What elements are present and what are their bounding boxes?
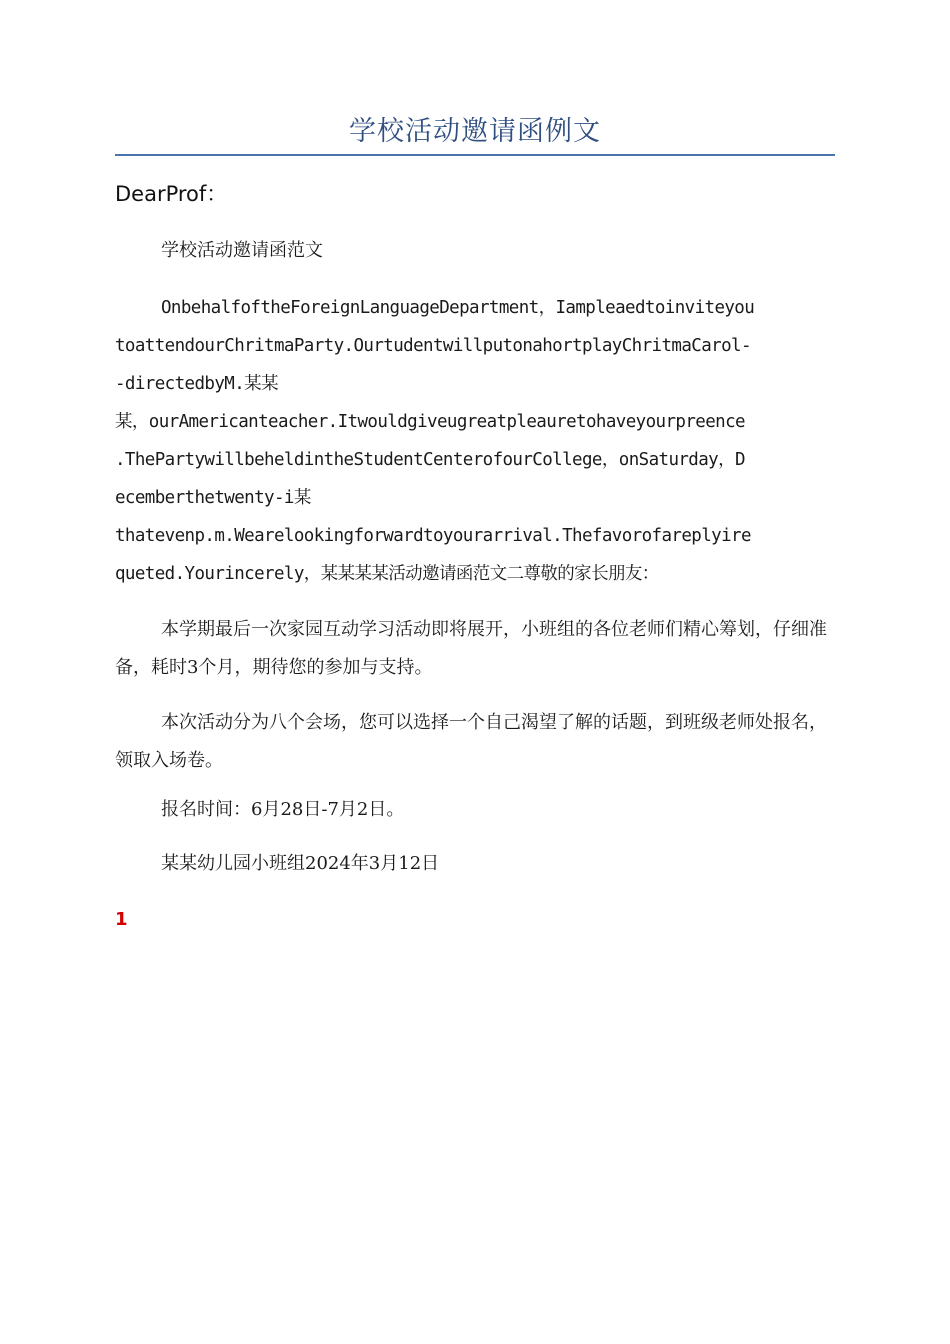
registration-time: 报名时间：6月28日-7月2日。	[161, 799, 405, 820]
english-line: 某，ourAmericanteacher.Itwouldgiveugreatpleauretohaveyourpreence	[115, 412, 745, 432]
english-line: thatevenp.m.Wearelookingforwardtoyourarrival.Thefavorofareplyire	[115, 526, 751, 546]
paragraph-activity-intro: 本学期最后一次家园互动学习活动即将展开，小班组的各位老师们精心筹划，仔细准备，耗时3个月，期待您的参加与支持。	[115, 619, 827, 678]
document-title: 学校活动邀请函例文	[349, 116, 601, 147]
english-line: ecemberthetwenty-i某	[115, 488, 311, 508]
page-number: 1	[115, 909, 128, 930]
english-line: OnbehalfoftheForeignLanguageDepartment，Iampleaedtoinviteyou	[161, 298, 755, 318]
english-line: queted.Yourincerely，某某某某活动邀请函范文二尊敬的家长朋友：	[115, 564, 659, 584]
subheading: 学校活动邀请函范文	[161, 240, 323, 261]
greeting-line: DearProf：	[115, 182, 228, 206]
english-line: toattendourChritmaParty.OurtudentwillputonahortplayChritmaCarol-	[115, 336, 751, 356]
paragraph-venues: 本次活动分为八个会场，您可以选择一个自己渴望了解的话题，到班级老师处报名，领取入场卷。	[115, 712, 827, 771]
title-underline	[115, 154, 835, 156]
english-invitation-text	[115, 289, 831, 593]
english-line: -directedbyM.某某	[115, 374, 278, 394]
signature-line: 某某幼儿园小班组2024年3月12日	[161, 853, 440, 874]
english-line: .ThePartywillbeheldintheStudentCenterofourCollege，onSaturday，D	[115, 450, 745, 470]
